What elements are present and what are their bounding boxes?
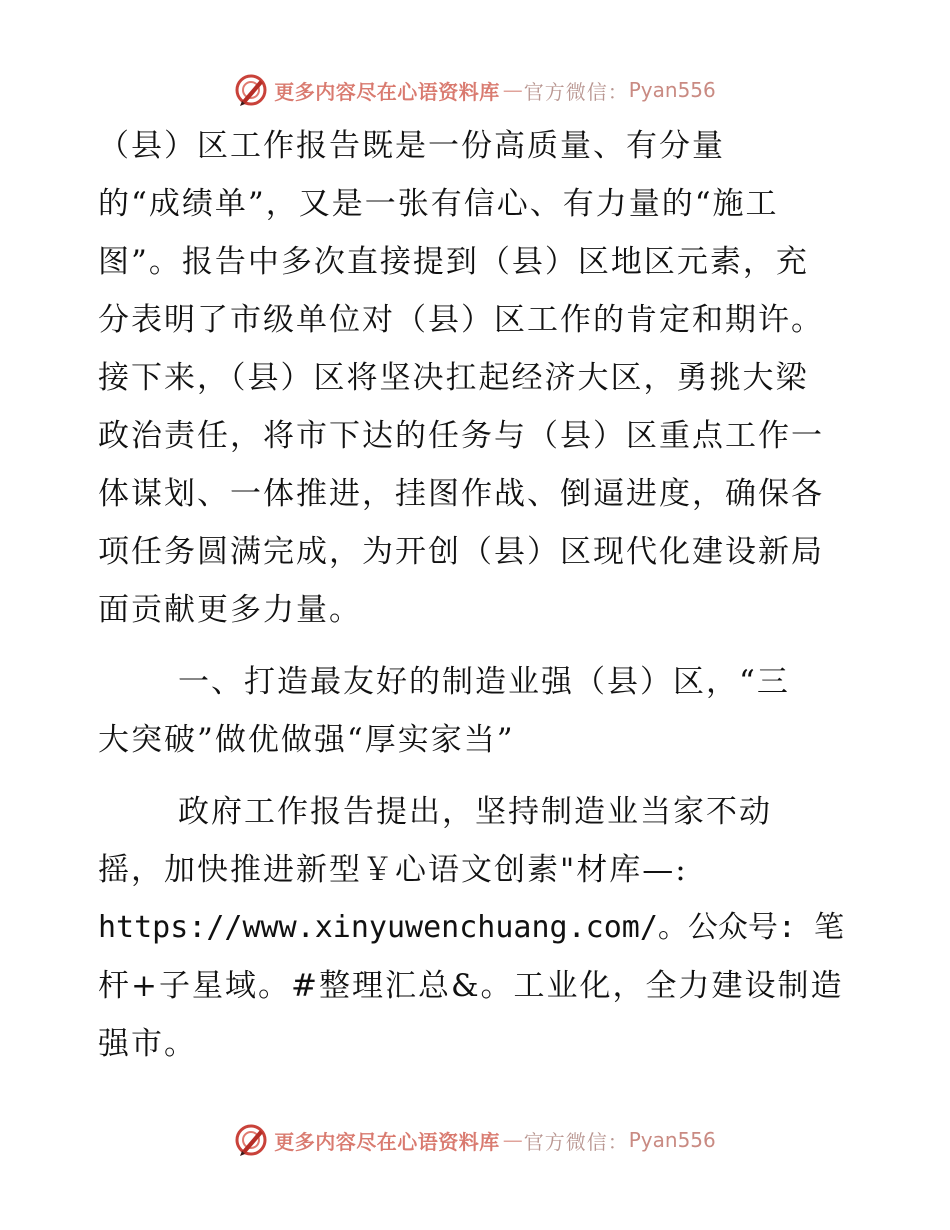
header-watermark-banner [0,70,950,110]
heading-line: 一、打造最友好的制造业强（县）区，“三 [178,664,790,700]
banner-dash: — [502,78,521,102]
text-line: 杆+子星域。#整理汇总&。工业化，全力建设制造 [98,968,844,1004]
heading-line: 大突破”做优做强“厚实家当” [98,722,515,758]
text-line: 强市。 [98,1026,197,1062]
paragraph-1 [98,117,858,639]
text-line: （县）区工作报告既是一份高质量、有分量 [98,128,725,164]
paragraph-2 [98,783,858,1073]
pen-logo-icon [234,73,268,107]
banner-wechat-id: Pyan556 [628,1128,716,1152]
banner-dash: — [502,1128,521,1152]
text-line: 分表明了市级单位对（县）区工作的肯定和期许。 [98,302,824,338]
text-line: 摇，加快推进新型￥心语文创素"材库—: [98,852,688,888]
text-line: 政府工作报告提出，坚持制造业当家不动 [178,794,772,830]
text-line: 面贡献更多力量。 [98,592,362,628]
text-line: 政治责任，将市下达的任务与（县）区重点工作一 [98,418,824,454]
text-line: 体谋划、一体推进，挂图作战、倒逼进度，确保各 [98,476,824,512]
pen-logo-icon [234,1123,268,1157]
section-heading [98,653,858,769]
banner-main-text: 更多内容尽在心语资料库 [274,79,500,104]
url-text-line: https://www.xinyuwenchuang.com/。公众号: 笔 [98,910,845,945]
text-line: 的“成绩单”，又是一张有信心、有力量的“施工 [98,186,779,222]
banner-main-text: 更多内容尽在心语资料库 [274,1129,500,1154]
text-line: 接下来，（县）区将坚决扛起经济大区，勇挑大梁 [98,360,809,396]
banner-wechat-label: 官方微信： [523,79,629,104]
text-line: 图”。报告中多次直接提到（县）区地区元素，充 [98,244,809,280]
banner-wechat-id: Pyan556 [628,78,716,102]
banner-wechat-label: 官方微信： [523,1129,629,1154]
footer-watermark-banner [0,1120,950,1160]
text-line: 项任务圆满完成，为开创（县）区现代化建设新局 [98,534,824,570]
document-body [98,117,858,1073]
